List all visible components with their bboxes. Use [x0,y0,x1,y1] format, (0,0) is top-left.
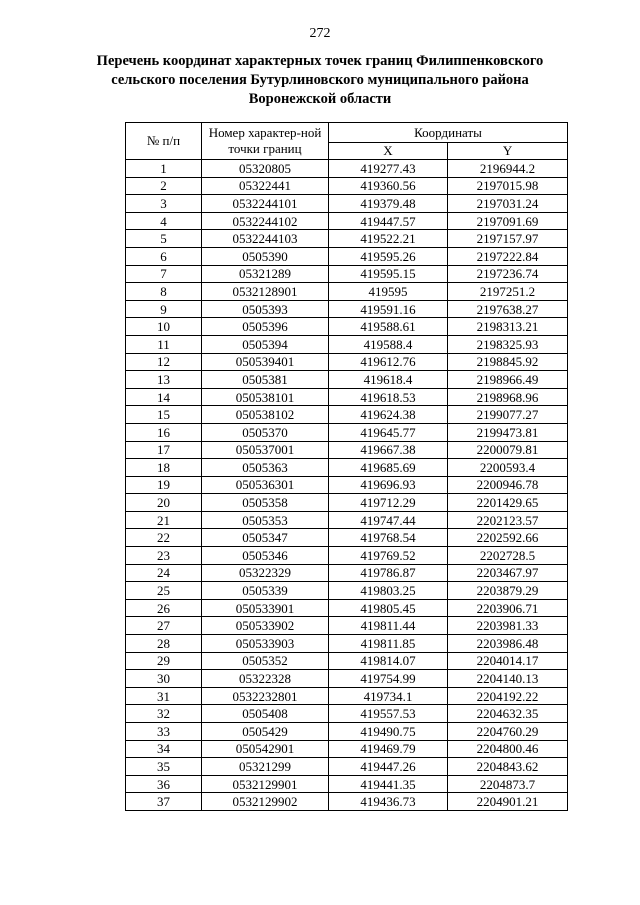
cell-number: 29 [126,652,202,670]
cell-point-number: 050542901 [202,740,329,758]
table-row [126,617,568,635]
cell-number: 9 [126,300,202,318]
cell-x: 419436.73 [329,793,448,811]
cell-x: 419441.35 [329,775,448,793]
table-row [126,265,568,283]
cell-point-number: 0532244101 [202,195,329,213]
cell-x: 419591.16 [329,300,448,318]
cell-y: 2198845.92 [448,353,568,371]
cell-number: 32 [126,705,202,723]
cell-x: 419734.1 [329,687,448,705]
cell-y: 2204632.35 [448,705,568,723]
cell-point-number: 050533903 [202,635,329,653]
cell-point-number: 050536301 [202,476,329,494]
cell-x: 419786.87 [329,564,448,582]
cell-x: 419769.52 [329,547,448,565]
table-row [126,529,568,547]
cell-x: 419469.79 [329,740,448,758]
table-row [126,230,568,248]
cell-point-number: 0505339 [202,582,329,600]
cell-y: 2204760.29 [448,723,568,741]
cell-x: 419618.53 [329,388,448,406]
cell-x: 419768.54 [329,529,448,547]
header-x: X [329,143,448,160]
document-title [60,52,580,109]
cell-point-number: 0532129902 [202,793,329,811]
cell-number: 30 [126,670,202,688]
cell-y: 2197638.27 [448,300,568,318]
cell-point-number: 05322441 [202,177,329,195]
cell-y: 2197091.69 [448,212,568,230]
cell-x: 419624.38 [329,406,448,424]
table-row [126,318,568,336]
cell-number: 11 [126,335,202,353]
cell-number: 35 [126,758,202,776]
cell-x: 419811.85 [329,635,448,653]
cell-y: 2197015.98 [448,177,568,195]
table-row [126,406,568,424]
cell-number: 6 [126,247,202,265]
cell-y: 2203879.29 [448,582,568,600]
cell-point-number: 0505347 [202,529,329,547]
cell-y: 2197157.97 [448,230,568,248]
cell-y: 2199473.81 [448,423,568,441]
cell-point-number: 0505396 [202,318,329,336]
table-row [126,599,568,617]
cell-y: 2199077.27 [448,406,568,424]
cell-y: 2203906.71 [448,599,568,617]
cell-number: 18 [126,459,202,477]
cell-point-number: 0532129901 [202,775,329,793]
cell-point-number: 0532244103 [202,230,329,248]
cell-x: 419814.07 [329,652,448,670]
cell-point-number: 0505393 [202,300,329,318]
cell-point-number: 0505394 [202,335,329,353]
cell-point-number: 050539401 [202,353,329,371]
cell-x: 419379.48 [329,195,448,213]
cell-y: 2204800.46 [448,740,568,758]
table-row [126,511,568,529]
cell-x: 419557.53 [329,705,448,723]
table-row [126,494,568,512]
cell-point-number: 05322328 [202,670,329,688]
cell-number: 16 [126,423,202,441]
cell-y: 2201429.65 [448,494,568,512]
cell-y: 2200593.4 [448,459,568,477]
cell-x: 419696.93 [329,476,448,494]
page-number: 272 [309,26,331,41]
cell-number: 28 [126,635,202,653]
header-point-number: Номер характер-ной точки границ [202,123,329,160]
title-line-2: сельского поселения Бутурлиновского муниципального района [111,72,529,88]
cell-point-number: 050538101 [202,388,329,406]
cell-point-number: 050537001 [202,441,329,459]
cell-point-number: 050533902 [202,617,329,635]
cell-y: 2198966.49 [448,371,568,389]
table-row [126,283,568,301]
cell-y: 2200079.81 [448,441,568,459]
cell-number: 4 [126,212,202,230]
cell-number: 14 [126,388,202,406]
cell-number: 20 [126,494,202,512]
cell-y: 2197222.84 [448,247,568,265]
table-row [126,195,568,213]
cell-y: 2204192.22 [448,687,568,705]
cell-x: 419277.43 [329,160,448,178]
table-row [126,635,568,653]
header-coordinates: Координаты [329,123,568,143]
cell-y: 2202592.66 [448,529,568,547]
cell-point-number: 05322329 [202,564,329,582]
cell-x: 419588.61 [329,318,448,336]
cell-point-number: 0505370 [202,423,329,441]
header-y: Y [448,143,568,160]
cell-number: 13 [126,371,202,389]
cell-number: 3 [126,195,202,213]
cell-x: 419447.26 [329,758,448,776]
title-line-3: Воронежской области [248,91,392,107]
cell-point-number: 0505429 [202,723,329,741]
cell-number: 8 [126,283,202,301]
cell-number: 31 [126,687,202,705]
cell-number: 22 [126,529,202,547]
cell-number: 12 [126,353,202,371]
cell-y: 2203986.48 [448,635,568,653]
cell-point-number: 05321299 [202,758,329,776]
table-row [126,652,568,670]
cell-number: 1 [126,160,202,178]
cell-point-number: 0532244102 [202,212,329,230]
cell-y: 2204140.13 [448,670,568,688]
cell-x: 419747.44 [329,511,448,529]
cell-number: 2 [126,177,202,195]
table-row [126,582,568,600]
table-row [126,177,568,195]
cell-number: 27 [126,617,202,635]
cell-number: 33 [126,723,202,741]
cell-number: 34 [126,740,202,758]
table-row [126,723,568,741]
cell-x: 419805.45 [329,599,448,617]
cell-point-number: 05321289 [202,265,329,283]
table-row [126,705,568,723]
cell-number: 5 [126,230,202,248]
table-row [126,371,568,389]
cell-x: 419803.25 [329,582,448,600]
cell-number: 19 [126,476,202,494]
cell-y: 2203467.97 [448,564,568,582]
cell-number: 23 [126,547,202,565]
cell-x: 419522.21 [329,230,448,248]
cell-y: 2204873.7 [448,775,568,793]
cell-x: 419490.75 [329,723,448,741]
cell-x: 419712.29 [329,494,448,512]
cell-point-number: 0505352 [202,652,329,670]
table-row [126,212,568,230]
table-row [126,388,568,406]
table-row [126,670,568,688]
cell-point-number: 050538102 [202,406,329,424]
cell-number: 26 [126,599,202,617]
cell-x: 419618.4 [329,371,448,389]
table-row [126,353,568,371]
cell-number: 17 [126,441,202,459]
cell-y: 2204843.62 [448,758,568,776]
table-row [126,547,568,565]
cell-number: 10 [126,318,202,336]
coordinates-table [125,122,568,811]
table-row [126,423,568,441]
cell-y: 2202123.57 [448,511,568,529]
cell-x: 419612.76 [329,353,448,371]
cell-y: 2197251.2 [448,283,568,301]
cell-x: 419667.38 [329,441,448,459]
cell-y: 2202728.5 [448,547,568,565]
table-row [126,476,568,494]
cell-y: 2197236.74 [448,265,568,283]
cell-x: 419588.4 [329,335,448,353]
cell-x: 419595.26 [329,247,448,265]
cell-x: 419360.56 [329,177,448,195]
table-row [126,300,568,318]
table-row [126,687,568,705]
cell-point-number: 0532232801 [202,687,329,705]
table-row [126,160,568,178]
cell-y: 2198325.93 [448,335,568,353]
table-row [126,564,568,582]
cell-y: 2198313.21 [448,318,568,336]
cell-number: 15 [126,406,202,424]
cell-point-number: 0532128901 [202,283,329,301]
table-row [126,740,568,758]
cell-point-number: 050533901 [202,599,329,617]
cell-point-number: 05320805 [202,160,329,178]
cell-number: 7 [126,265,202,283]
table-row [126,247,568,265]
cell-y: 2198968.96 [448,388,568,406]
table-row [126,758,568,776]
cell-point-number: 0505390 [202,247,329,265]
title-line-1: Перечень координат характерных точек границ Филиппенковского [96,53,544,69]
cell-x: 419645.77 [329,423,448,441]
cell-point-number: 0505358 [202,494,329,512]
cell-number: 21 [126,511,202,529]
table-row [126,793,568,811]
cell-y: 2204014.17 [448,652,568,670]
cell-x: 419685.69 [329,459,448,477]
cell-y: 2204901.21 [448,793,568,811]
cell-y: 2200946.78 [448,476,568,494]
cell-y: 2196944.2 [448,160,568,178]
cell-point-number: 0505408 [202,705,329,723]
cell-y: 2203981.33 [448,617,568,635]
table-row [126,335,568,353]
cell-x: 419595 [329,283,448,301]
cell-point-number: 0505353 [202,511,329,529]
table-header-row [126,123,568,143]
cell-point-number: 0505363 [202,459,329,477]
table-row [126,775,568,793]
cell-y: 2197031.24 [448,195,568,213]
cell-number: 25 [126,582,202,600]
cell-x: 419811.44 [329,617,448,635]
cell-number: 37 [126,793,202,811]
table-body [126,160,568,811]
cell-number: 24 [126,564,202,582]
cell-x: 419754.99 [329,670,448,688]
table-row [126,459,568,477]
cell-x: 419595.15 [329,265,448,283]
cell-x: 419447.57 [329,212,448,230]
header-number: № п/п [126,123,202,160]
cell-point-number: 0505381 [202,371,329,389]
table-row [126,441,568,459]
cell-number: 36 [126,775,202,793]
cell-point-number: 0505346 [202,547,329,565]
